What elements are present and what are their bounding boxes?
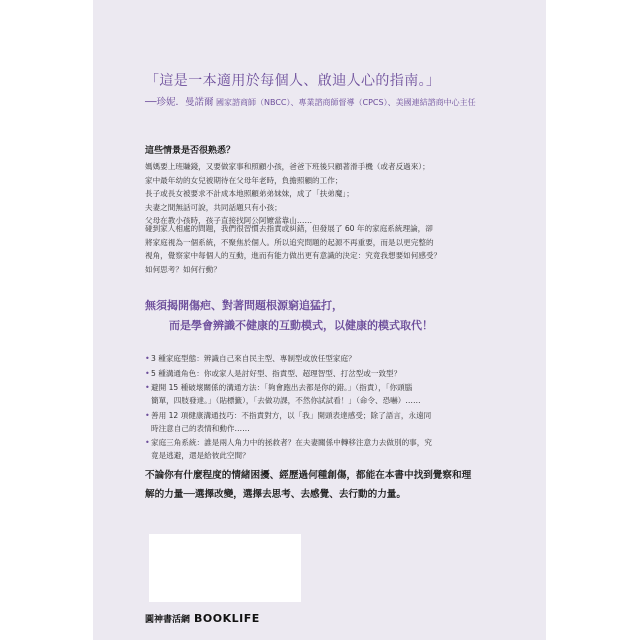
- list-item-text: 避開 15 種破壞關係的溝通方法：「夠會跑出去都是你的錯。」（指責），「你頭腦: [151, 383, 413, 392]
- paragraph-line: 碰到家人相處的問題，我們很習慣去指責或糾錯，但發展了 60 年的家庭系統理論，卻: [145, 224, 433, 233]
- bullet-icon: •: [145, 383, 150, 392]
- scenario-line: 父母在教小孩時，孩子直接找阿公阿嬤當靠山……: [145, 216, 313, 225]
- list-item-text: 善用 12 項健康溝通技巧：不指責對方，以「我」開頭表達感受；除了語言，永遠同: [151, 410, 432, 420]
- list-item: [145, 436, 515, 462]
- list-item: [145, 352, 515, 365]
- list-item-text: 竟是逃避，還是給彼此空間？: [151, 451, 250, 460]
- bullet-icon: •: [145, 354, 150, 363]
- slogan-line-1: 無須揭開傷疤、對著問題根源窮追猛打，: [145, 299, 343, 312]
- closing-line: 不論你有什麼程度的情緒困擾、經歷過何種創傷，都能在本書中找到覺察和理: [145, 470, 472, 481]
- endorser-name: ──珍妮．曼諾爾: [145, 97, 214, 108]
- scenario-line: 長子或長女被要求不計成本地照顧弟弟妹妹，成了「扶弟魔」；: [145, 189, 354, 198]
- publisher-logo-cn: 圓神書活網: [145, 615, 191, 625]
- feature-list: [145, 352, 515, 464]
- bullet-icon: •: [145, 438, 150, 447]
- closing-line: 解的力量──選擇改變，選擇去思考、去感覺、去行動的力量。: [145, 489, 406, 500]
- list-item: [145, 381, 515, 407]
- scenario-line: 夫妻之間無話可說，共同話題只有小孩；: [145, 202, 282, 212]
- endorsement-quote: 「這是一本適用於每個人、啟迪人心的指南。」: [145, 73, 441, 89]
- scenario-line: 媽媽要上班賺錢，又要做家事和照顧小孩，爸爸下班後只顧著滑手機（或者反過來）；: [145, 162, 430, 171]
- scenarios-list: [145, 160, 505, 228]
- list-item-text: 5 種溝通角色：你或家人是討好型、指責型、超理智型、打岔型或一致型？: [151, 368, 402, 378]
- book-back-cover: [93, 0, 546, 640]
- paragraph-line: 視角，覺察家中每個人的互動，進而有能力做出更有意識的決定：究竟我想要如何感受？: [145, 251, 442, 260]
- intro-paragraph: [145, 222, 505, 276]
- list-item-text: 3 種家庭型態：辨識自己來自民主型、專制型或放任型家庭？: [151, 354, 356, 363]
- scenarios-heading: 這些情景是否很熟悉？: [145, 146, 236, 156]
- endorser-titles: 國家諮商師（NBCC）、專業諮商師督導（CPCS）、美國連結諮商中心主任: [216, 98, 476, 107]
- list-item-text: 家庭三角系統：誰是兩人角力中的拯救者？在夫妻關係中轉移注意力去做別的事，究: [151, 438, 432, 447]
- list-item: [145, 367, 515, 380]
- paragraph-line: 將家庭視為一個系統，不聚焦於個人。所以追究問題的起源不再重要，而是以更完整的: [145, 237, 434, 247]
- scenario-line: 家中最年幼的女兒被期待在父母年老時，負擔照顧的工作；: [145, 175, 343, 185]
- paragraph-line: 如何思考？如何行動？: [145, 264, 221, 274]
- publisher-logo-en: BOOKLIFE: [194, 612, 260, 625]
- slogan-line-2: 而是學會辨識不健康的互動模式，以健康的模式取代！: [169, 319, 433, 332]
- publisher-logo: [145, 612, 260, 625]
- endorsement-attribution: [145, 94, 535, 108]
- list-item-text: 簡單，四肢發達。」（貼標籤），「去做功課，不然你試試看！」（命令、恐嚇）……: [151, 396, 421, 405]
- list-item: [145, 409, 515, 435]
- bullet-icon: •: [145, 410, 150, 420]
- list-item-text: 時注意自己的表情和動作……: [151, 423, 250, 433]
- barcode-area: [149, 534, 301, 602]
- closing-statement: [145, 466, 525, 504]
- bullet-icon: •: [145, 368, 150, 378]
- slogan: [145, 296, 515, 336]
